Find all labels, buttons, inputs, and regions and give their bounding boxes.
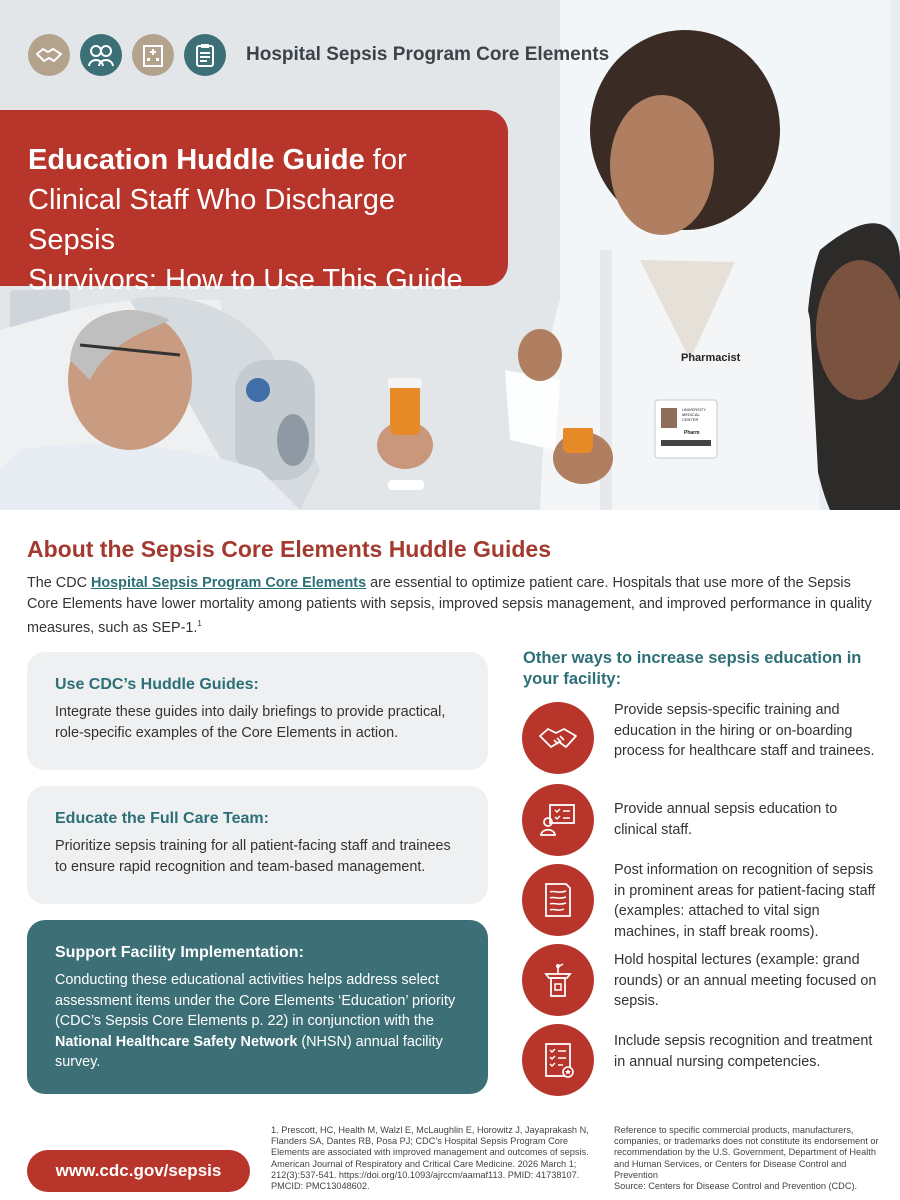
guide-title-for: for (364, 144, 407, 176)
card-heading: Support Facility Implementation: (55, 944, 304, 961)
disclaimer (614, 1125, 886, 1192)
badge-institution: UNIVERSITY MEDICAL CENTER (682, 407, 706, 422)
about-body (27, 573, 877, 638)
guide-title-line-3: Survivors: How to Use This Guide (28, 264, 463, 296)
list-item-text: Include sepsis recognition and treatment in annual nursing competencies. (614, 1033, 873, 1070)
podium-icon (522, 944, 594, 1016)
guide-title-bold: Education Huddle Guide (28, 144, 365, 176)
footnote-marker: 1 (197, 619, 202, 628)
about-body-suffix: are essential to optimize patient care. Hospitals that use more of the Sepsis Core Elements have lower mortality among patients with sepsis, improved sepsis management, and improved performance in quality measures, such as SEP-1. (27, 575, 872, 636)
guide-title-line-2: Clinical Staff Who Discharge Sepsis (28, 184, 395, 256)
card-body (55, 970, 460, 1073)
list-item-text: Hold hospital lectures (example: grand rounds) or an annual meeting focused on sepsis. (614, 952, 877, 1009)
presenter-icon (522, 784, 594, 856)
care-team-icon (80, 34, 122, 76)
other-ways-heading: Other ways to increase sepsis education in your facility: (523, 649, 862, 688)
list-item-text: Provide annual sepsis education to clinical staff. (614, 801, 838, 838)
checklist-icon (522, 1024, 594, 1096)
hospital-icon (132, 34, 174, 76)
coat-label: Pharmacist (681, 352, 741, 364)
disclaimer-text: Reference to specific commercial products, manufacturers, companies, or trademarks does not constitute its endorsement or recommendation by the U.S. Government, Department of Health and Human Services, or Centers for Disease Control and Prevention (614, 1125, 879, 1180)
core-elements-icon-row (28, 34, 226, 76)
document-icon (522, 864, 594, 936)
card-body-part-2: (NHSN) annual facility survey. (55, 1033, 443, 1070)
about-body-prefix: The CDC (27, 575, 91, 591)
brand-title: Hospital Sepsis Program Core Elements (246, 44, 610, 65)
card-body: Prioritize sepsis training for all patient-facing staff and trainees to ensure rapid recognition and team-based management. (55, 838, 451, 875)
card-educate-care-team (27, 786, 488, 904)
card-body: Integrate these guides into daily briefings to provide practical, role-specific examples of the Core Elements in action. (55, 704, 446, 741)
hero-banner (0, 0, 900, 510)
about-heading: About the Sepsis Core Elements Huddle Guides (27, 536, 551, 562)
list-item-text: Provide sepsis-specific training and education in the hiring or on-boarding process for healthcare staff and trainees. (614, 702, 875, 759)
reference-footnote: 1. Prescott, HC, Health M, Walzl E, McLaughlin E, Horowitz J, Jayaprakash N, Flanders SA, Dantes RB, Posa PJ; CDC’s Hospital Sepsis Program Core Elements are associated with improved management and outcomes of sepsis. American Journal of Respiratory and Critical Care Medicine. 2026 March 1; 212(3):537-541. https://doi.org/10.1093/ajrccm/aamaf113. PMID: 41738107. PMCID: PMC13048602. (271, 1125, 589, 1192)
source-line: Source: Centers for Disease Control and Prevention (CDC). (614, 1181, 858, 1192)
badge-brand: Pharm (684, 430, 700, 436)
card-body-part-1: Conducting these educational activities helps address select assessment items under the Core Elements ‘Education’ priority (CDC’s Sepsis Core Elements p. 22) in conjunction with the (55, 972, 456, 1029)
cdc-sepsis-url-button[interactable]: www.cdc.gov/sepsis (27, 1150, 250, 1192)
card-support-implementation (27, 920, 488, 1094)
core-elements-link[interactable]: Hospital Sepsis Program Core Elements (90, 575, 367, 591)
list-item-text: Post information on recognition of sepsis in prominent areas for patient-facing staff (examples: attached to vital sign machines, in staff break rooms). (614, 862, 876, 940)
handshake-icon (28, 34, 70, 76)
handshake-icon (522, 702, 594, 774)
card-heading: Educate the Full Care Team: (55, 810, 269, 827)
guide-title-line-1 (28, 140, 488, 180)
card-use-huddle-guides (27, 652, 488, 770)
nhsn-name: National Healthcare Safety Network (55, 1033, 298, 1050)
guide-title-box (0, 110, 508, 296)
card-heading: Use CDC’s Huddle Guides: (55, 676, 259, 693)
clipboard-icon (184, 34, 226, 76)
